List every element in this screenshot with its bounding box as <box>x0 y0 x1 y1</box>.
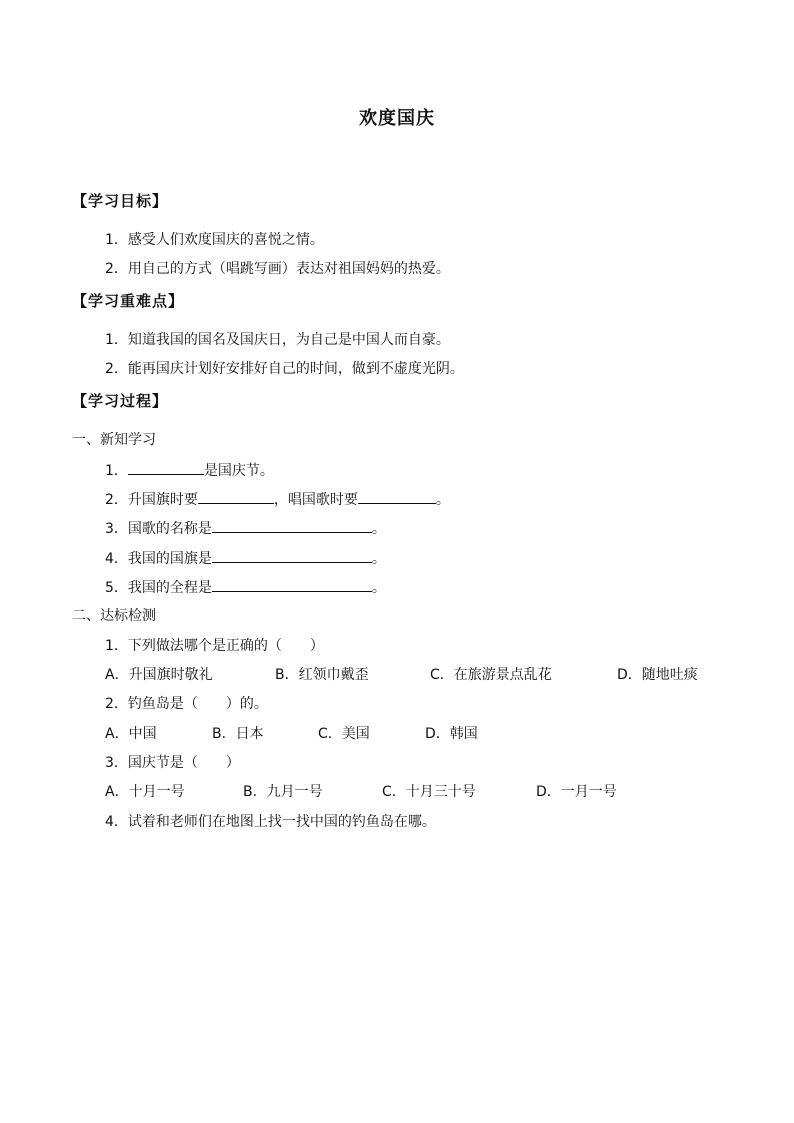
goal-item-1 <box>105 230 324 250</box>
fill-question-2-num: 2． <box>105 492 128 508</box>
answer-blank[interactable] <box>212 518 372 533</box>
fill-question-2-middle: ，唱国歌时要 <box>273 492 358 508</box>
part2-title: 二、达标检测 <box>72 608 156 624</box>
answer-blank[interactable] <box>212 548 372 563</box>
page-title: 欢度国庆 <box>359 108 435 129</box>
key-point-item-1-num: 1． <box>105 332 128 348</box>
fill-question-3 <box>105 518 386 539</box>
option-b[interactable]: B．红领巾戴歪 <box>275 667 369 683</box>
option-b[interactable]: B．九月一号 <box>243 784 323 800</box>
answer-blank[interactable] <box>198 489 274 504</box>
fill-question-3-before: 国歌的名称是 <box>127 521 212 537</box>
choice-question-4 <box>105 812 436 832</box>
choice-question-2 <box>105 694 268 714</box>
fill-question-3-num: 3． <box>105 521 128 537</box>
choice-question-3 <box>105 753 240 773</box>
choice-question-3-num: 3． <box>105 755 128 771</box>
option-a[interactable]: A．中国 <box>105 726 157 742</box>
key-point-item-1-text: 知道我国的国名及国庆日，为自己是中国人而自豪。 <box>127 332 450 348</box>
choice-question-1-num: 1． <box>105 638 128 654</box>
option-a[interactable]: A．十月一号 <box>105 784 185 800</box>
choice-question-4-num: 4． <box>105 814 128 830</box>
choice-question-2-num: 2． <box>105 696 128 712</box>
fill-question-4 <box>105 548 386 569</box>
choice-question-1 <box>105 636 324 656</box>
goal-item-1-text: 感受人们欢度国庆的喜悦之情。 <box>127 232 324 248</box>
goal-item-2 <box>105 259 450 279</box>
answer-blank[interactable] <box>212 577 372 592</box>
fill-question-5-after: 。 <box>371 580 386 596</box>
goal-item-1-num: 1． <box>105 232 128 248</box>
fill-question-4-after: 。 <box>371 551 386 567</box>
fill-question-5-before: 我国的全程是 <box>127 580 212 596</box>
fill-question-5 <box>105 577 386 598</box>
option-d[interactable]: D．随地吐痰 <box>617 667 698 683</box>
key-points-heading: 【学习重难点】 <box>72 292 185 310</box>
fill-question-4-before: 我国的国旗是 <box>127 551 212 567</box>
option-c[interactable]: C．在旅游景点乱花 <box>430 667 552 683</box>
answer-blank[interactable] <box>128 460 204 475</box>
goal-item-2-num: 2． <box>105 261 128 277</box>
fill-question-2 <box>105 489 450 510</box>
fill-question-3-after: 。 <box>371 521 386 537</box>
fill-question-1-after: 是国庆节。 <box>203 463 274 479</box>
option-d[interactable]: D．韩国 <box>425 726 478 742</box>
option-b[interactable]: B．日本 <box>212 726 264 742</box>
option-c[interactable]: C．十月三十号 <box>382 784 476 800</box>
choice-question-2-text: 钓鱼岛是（ ）的。 <box>127 696 268 712</box>
option-d[interactable]: D．一月一号 <box>536 784 617 800</box>
fill-question-4-num: 4． <box>105 551 128 567</box>
goal-item-2-text: 用自己的方式（唱跳写画）表达对祖国妈妈的热爱。 <box>127 261 450 277</box>
key-point-item-2-text: 能再国庆计划好安排好自己的时间，做到不虚度光阴。 <box>127 361 464 377</box>
fill-question-1 <box>105 460 274 481</box>
option-c[interactable]: C．美国 <box>318 726 370 742</box>
part1-title: 一、新知学习 <box>72 432 156 448</box>
option-a[interactable]: A．升国旗时敬礼 <box>105 667 213 683</box>
choice-question-3-text: 国庆节是（ ） <box>127 755 240 771</box>
answer-blank[interactable] <box>358 489 436 504</box>
choice-question-4-text: 试着和老师们在地图上找一找中国的钓鱼岛在哪。 <box>127 814 436 830</box>
fill-question-5-num: 5． <box>105 580 128 596</box>
fill-question-1-num: 1． <box>105 463 128 479</box>
process-heading: 【学习过程】 <box>72 392 169 410</box>
fill-question-2-before: 升国旗时要 <box>127 492 198 508</box>
key-point-item-2-num: 2． <box>105 361 128 377</box>
key-point-item-1 <box>105 330 450 350</box>
choice-question-1-text: 下列做法哪个是正确的（ ） <box>127 638 324 654</box>
fill-question-2-after: 。 <box>435 492 450 508</box>
key-point-item-2 <box>105 359 464 379</box>
goals-heading: 【学习目标】 <box>72 192 169 210</box>
